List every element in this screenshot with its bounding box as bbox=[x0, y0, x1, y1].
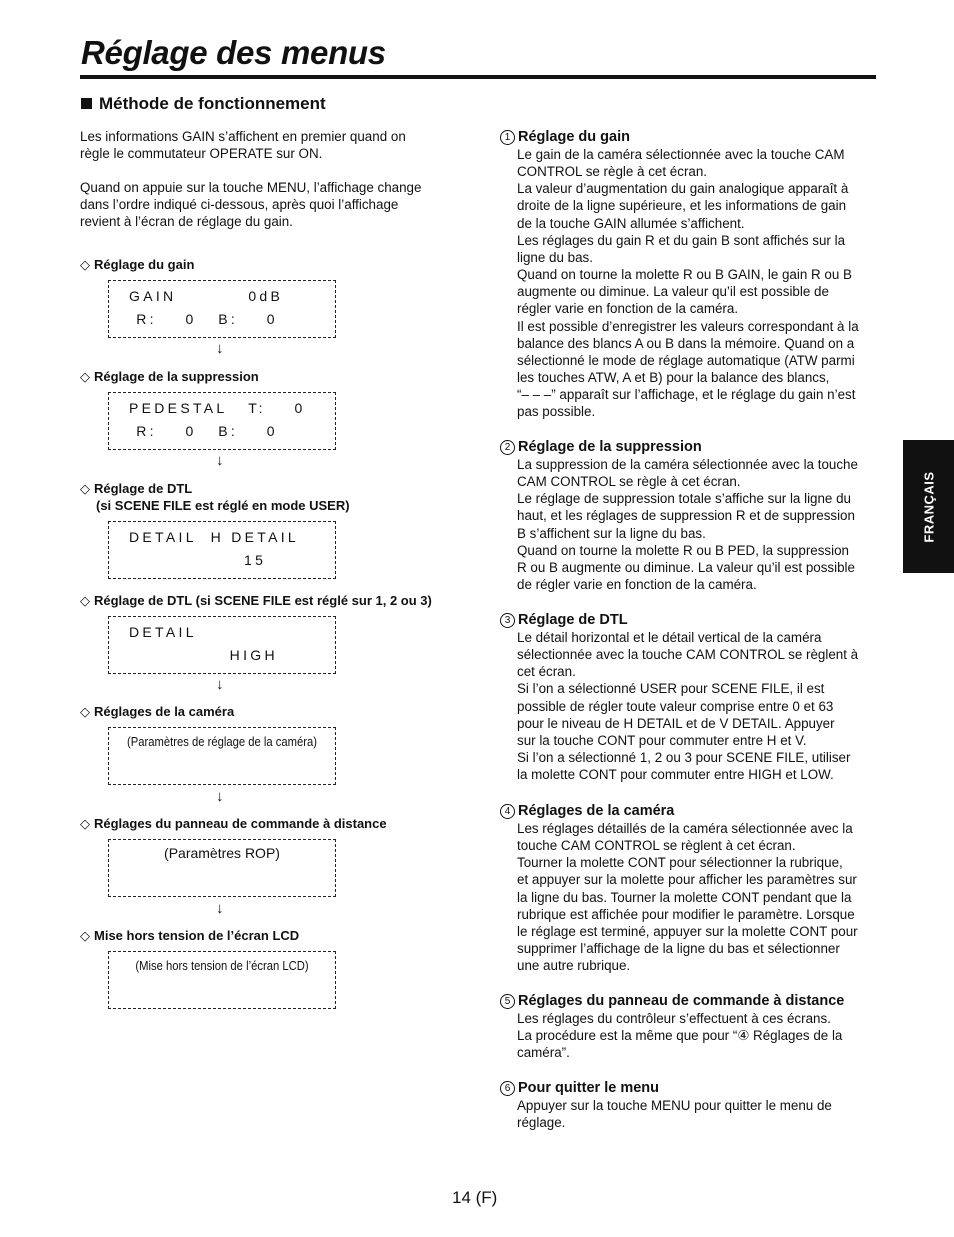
text-line: sur la touche CONT pour commuter entre H et V. bbox=[517, 732, 807, 748]
label-text: Réglage de DTL (si SCENE FILE est réglé sur 1, 2 ou 3) bbox=[94, 593, 432, 608]
text-line: règle le commutateur OPERATE sur ON. bbox=[80, 146, 323, 161]
lcd-note: (Mise hors tension de l’écran LCD) bbox=[135, 959, 309, 973]
circled-number: 6 bbox=[500, 1081, 515, 1096]
text-line: supprimer l’affichage de la ligne du bas et sélectionner bbox=[517, 941, 840, 957]
text-line: La suppression de la caméra sélectionnée avec la touche bbox=[517, 457, 858, 472]
circled-number: 1 bbox=[500, 130, 515, 145]
section-title: Méthode de fonctionnement bbox=[99, 94, 326, 113]
item-pedestal bbox=[500, 438, 878, 593]
text-line: Il est possible d’enregistrer les valeurs correspondant à la bbox=[517, 318, 859, 334]
item-title: Réglages du panneau de commande à distance bbox=[518, 993, 845, 1009]
lcd-line-1: DETAIL bbox=[129, 624, 197, 640]
text-line: Si l’on a sélectionné USER pour SCENE FILE, il est bbox=[517, 681, 825, 697]
item-dtl bbox=[500, 611, 878, 783]
lcd-screen-dtl-scene bbox=[108, 616, 336, 674]
down-arrow-icon: ↓ bbox=[216, 676, 224, 693]
lcd-line-2: 15 bbox=[129, 552, 267, 568]
text-line: revient à l’écran de réglage du gain. bbox=[80, 214, 293, 229]
diagram-label-camera bbox=[80, 703, 234, 720]
circled-number: 3 bbox=[500, 613, 515, 628]
text-line: pas possible. bbox=[517, 404, 596, 420]
text-line: Quand on tourne la molette R ou B GAIN, le gain R ou B bbox=[517, 267, 852, 283]
label-text: Réglages de la caméra bbox=[94, 704, 235, 719]
text-line: les touches ATW, A et B) pour la balance des blancs, bbox=[517, 370, 830, 386]
text-line: la ligne du bas. Tourner la molette CONT pendant que la bbox=[517, 889, 852, 905]
text-line: “– – –” apparaît sur l’affichage, et le réglage du gain n’est bbox=[517, 387, 856, 403]
diagram-label-dtl-scene bbox=[80, 592, 432, 609]
lcd-screen-gain bbox=[108, 280, 336, 338]
text-line: sélectionné le mode de réglage automatique (ATW parmi bbox=[517, 352, 855, 368]
lcd-line-2: R: 0 B: 0 bbox=[129, 311, 278, 327]
text-line: Le réglage de suppression totale s’affiche sur la ligne du bbox=[517, 491, 851, 507]
text-line: réglage. bbox=[517, 1115, 566, 1131]
text-line: le réglage est terminé, appuyer sur la molette CONT pour bbox=[517, 923, 858, 939]
text-line: la molette CONT pour commuter entre HIGH et LOW. bbox=[517, 767, 834, 783]
text-line: Les réglages du contrôleur s’effectuent à ces écrans. bbox=[517, 1011, 831, 1026]
lcd-screen-camera bbox=[108, 727, 336, 785]
text-line: Appuyer sur la touche MENU pour quitter le menu de bbox=[517, 1098, 832, 1113]
language-tab-label: FRANÇAIS bbox=[921, 470, 936, 543]
text-line: régler varie en fonction de la caméra. bbox=[517, 301, 739, 317]
diagram-label-gain bbox=[80, 256, 194, 273]
item-quit bbox=[500, 1079, 878, 1131]
item-heading bbox=[500, 1079, 878, 1097]
page-title: Réglage des menus bbox=[81, 34, 386, 71]
down-arrow-icon: ↓ bbox=[216, 340, 224, 357]
item-title: Réglage du gain bbox=[518, 129, 630, 145]
text-line: de la touche GAIN allumée s’affichent. bbox=[517, 215, 745, 231]
text-line: ligne du bas. bbox=[517, 249, 593, 265]
item-title: Réglage de la suppression bbox=[518, 439, 702, 455]
item-heading bbox=[500, 992, 878, 1010]
lcd-screen-lcd-off bbox=[108, 951, 336, 1009]
item-body bbox=[517, 1097, 878, 1131]
intro-paragraph-2 bbox=[80, 179, 450, 230]
diagram-label-pedestal bbox=[80, 368, 259, 385]
item-heading bbox=[500, 128, 878, 146]
item-body bbox=[517, 629, 878, 783]
diamond-icon: ◇ bbox=[80, 704, 90, 719]
text-line: Le détail horizontal et le détail vertical de la caméra bbox=[517, 630, 822, 645]
lcd-screen-dtl-user bbox=[108, 521, 336, 579]
text-line: droite de la ligne supérieure, et les informations de gain bbox=[517, 198, 847, 214]
down-arrow-icon: ↓ bbox=[216, 900, 224, 917]
item-camera bbox=[500, 802, 878, 974]
down-arrow-icon: ↓ bbox=[216, 788, 224, 805]
item-title: Pour quitter le menu bbox=[518, 1080, 659, 1096]
square-bullet-icon bbox=[81, 98, 92, 109]
text-line: haut, et les réglages de suppression R et de suppression bbox=[517, 508, 855, 524]
text-line: Quand on appuie sur la touche MENU, l’affichage change bbox=[80, 180, 422, 195]
text-line: Les réglages du gain R et du gain B sont affichés sur la bbox=[517, 232, 846, 248]
item-rop bbox=[500, 992, 878, 1061]
text-line: B s’affichent sur la ligne du bas. bbox=[517, 525, 706, 541]
diamond-icon: ◇ bbox=[80, 928, 90, 943]
label-text: Réglages du panneau de commande à distance bbox=[94, 816, 387, 831]
item-body bbox=[517, 456, 878, 593]
circled-number: 2 bbox=[500, 440, 515, 455]
item-title: Réglage de DTL bbox=[518, 612, 628, 628]
section-heading bbox=[81, 94, 326, 114]
label-text: Réglage de la suppression bbox=[94, 369, 259, 384]
text-line: sélectionnée avec la touche CAM CONTROL se règlent à bbox=[517, 647, 859, 663]
item-body bbox=[517, 1010, 878, 1061]
label-text: Réglage de DTL bbox=[94, 481, 193, 496]
lcd-screen-rop bbox=[108, 839, 336, 897]
diamond-icon: ◇ bbox=[80, 369, 90, 384]
item-heading bbox=[500, 802, 878, 820]
item-heading bbox=[500, 611, 878, 629]
lcd-line-2: HIGH bbox=[129, 647, 278, 663]
text-line: CONTROL se règle à cet écran. bbox=[517, 164, 708, 180]
text-line: cet écran. bbox=[517, 664, 576, 680]
text-line: La valeur d’augmentation du gain analogique apparaît à bbox=[517, 181, 849, 197]
text-line: Tourner la molette CONT pour sélectionner la rubrique, bbox=[517, 855, 843, 871]
diamond-icon: ◇ bbox=[80, 257, 90, 272]
text-line: pour le niveau de H DETAIL et de V DETAIL. Appuyer bbox=[517, 715, 835, 731]
diamond-icon: ◇ bbox=[80, 816, 90, 831]
label-text-2: (si SCENE FILE est réglé en mode USER) bbox=[96, 498, 350, 513]
lcd-line-1: DETAIL H DETAIL bbox=[129, 529, 300, 545]
text-line: Quand on tourne la molette R ou B PED, la suppression bbox=[517, 542, 849, 558]
lcd-line-2: R: 0 B: 0 bbox=[129, 423, 278, 439]
text-line: Le gain de la caméra sélectionnée avec la touche CAM bbox=[517, 147, 845, 162]
text-line: une autre rubrique. bbox=[517, 958, 631, 974]
text-line: rubrique est affichée pour modifier le paramètre. Lorsque bbox=[517, 906, 855, 922]
text-line: La procédure est la même que pour “④ Réglages de la bbox=[517, 1028, 843, 1044]
text-line: R ou B augmente ou diminue. La valeur qu’il est possible bbox=[517, 559, 855, 575]
text-line: CAM CONTROL se règle à cet écran. bbox=[517, 474, 741, 490]
lcd-screen-pedestal bbox=[108, 392, 336, 450]
diagram-label-lcd-off bbox=[80, 927, 299, 944]
text-line: augmente ou diminue. La valeur qu’il est possible de bbox=[517, 284, 829, 300]
circled-number: 4 bbox=[500, 804, 515, 819]
text-line: possible de régler toute valeur comprise entre 0 et 63 bbox=[517, 698, 834, 714]
text-line: balance des blancs A ou B dans la mémoire. Quand on a bbox=[517, 335, 855, 351]
label-text: Mise hors tension de l’écran LCD bbox=[94, 928, 300, 943]
diagram-label-dtl-user bbox=[80, 480, 350, 514]
diamond-icon: ◇ bbox=[80, 593, 90, 608]
text-line: dans l’ordre indiqué ci-dessous, après quoi l’affichage bbox=[80, 197, 399, 212]
text-line: Si l’on a sélectionné 1, 2 ou 3 pour SCENE FILE, utiliser bbox=[517, 750, 851, 766]
lcd-line-1: PEDESTAL T: 0 bbox=[129, 400, 306, 416]
language-tab bbox=[903, 440, 954, 573]
text-line: Les réglages détaillés de la caméra sélectionnée avec la bbox=[517, 821, 853, 836]
down-arrow-icon: ↓ bbox=[216, 452, 224, 469]
intro-paragraph-1 bbox=[80, 128, 450, 162]
text-line: Les informations GAIN s’affichent en premier quand on bbox=[80, 129, 406, 144]
lcd-line-1: GAIN 0dB bbox=[129, 288, 284, 304]
diagram-label-rop bbox=[80, 815, 387, 832]
text-line: touche CAM CONTROL se règlent à cet écran. bbox=[517, 838, 796, 854]
title-rule bbox=[80, 75, 876, 79]
item-title: Réglages de la caméra bbox=[518, 803, 675, 819]
item-body bbox=[517, 820, 878, 974]
label-text: Réglage du gain bbox=[94, 257, 195, 272]
item-body bbox=[517, 146, 878, 421]
text-line: et appuyer sur la molette pour afficher les paramètres sur bbox=[517, 872, 857, 888]
diamond-icon: ◇ bbox=[80, 481, 90, 496]
lcd-note: (Paramètres de réglage de la caméra) bbox=[126, 735, 318, 749]
text-line: caméra”. bbox=[517, 1045, 570, 1061]
circled-number: 5 bbox=[500, 994, 515, 1009]
lcd-note: (Paramètres ROP) bbox=[164, 845, 280, 861]
text-line: de régler varie en fonction de la caméra. bbox=[517, 577, 757, 593]
page-number: 14 (F) bbox=[452, 1188, 498, 1207]
item-gain bbox=[500, 128, 878, 421]
item-heading bbox=[500, 438, 878, 456]
